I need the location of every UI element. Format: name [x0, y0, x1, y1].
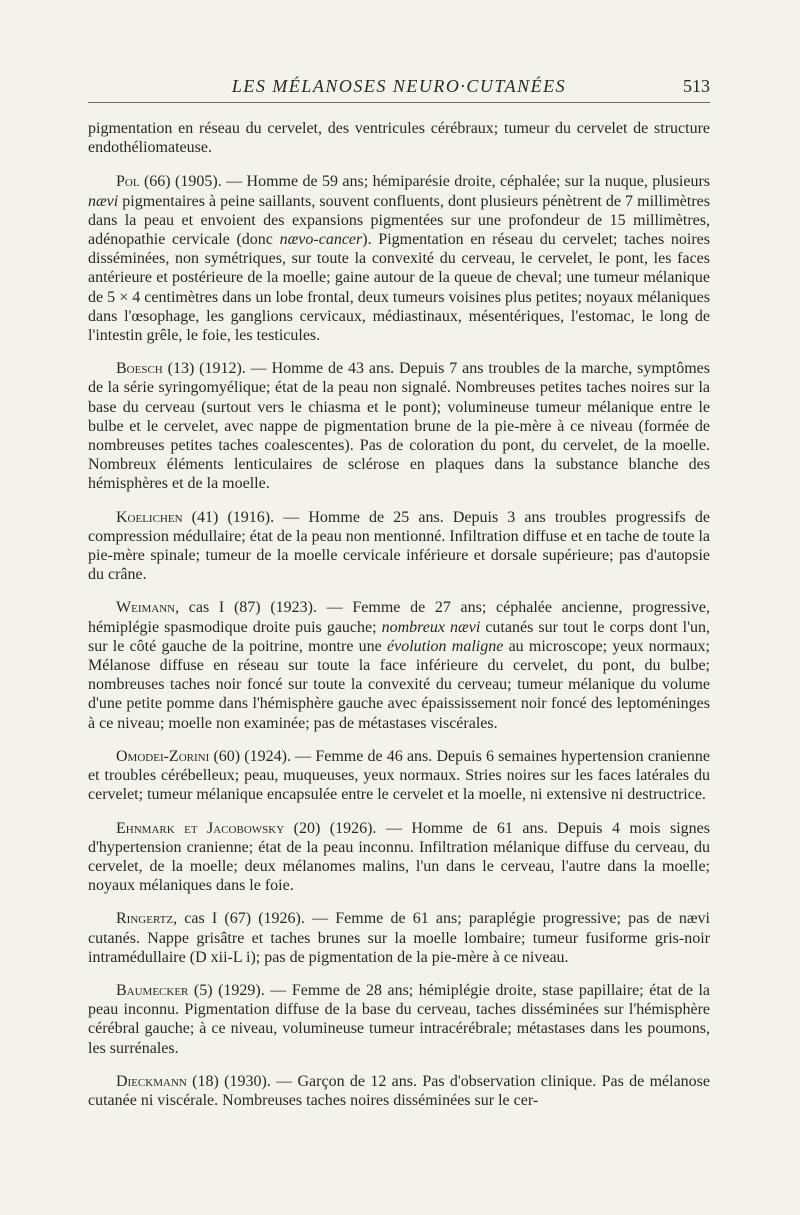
- case-text: Homme de 25 ans. Depuis 3 ans troubles progressifs de compression médullaire; état de la peau non mentionné. Infiltration diffuse et en tache de toute la pie-mère spinale; tumeur de la moelle cervicale inférieure et dorsale supérieure; pas d'autopsie du crâne.: [88, 508, 711, 584]
- case-author: Ehnmark et Jacobowsky: [116, 819, 285, 837]
- case-reference: (60) (1924). —: [209, 747, 316, 765]
- case-reference: (5) (1929). —: [188, 981, 292, 999]
- case-reference: (20) (1926). —: [284, 819, 412, 837]
- case-text: ). Pigmentation en réseau du cervelet; taches noires disséminées, non symétriques, sur toute la convexité du cerveau, le cervelet, le pont, les faces antérieure et postérieure de la moelle; gaine autour de la queue de cheval; une tumeur mélanique de 5 × 4 centimètres dans un lobe frontal, deux tumeurs voisines plus petites; noyaux mélaniques dans l'œsophage, les ganglions cervicaux, médiastinaux, mésentériques, l'estomac, le long de l'intestin grêle, le foie, les testicules.: [88, 231, 711, 345]
- page-number: 513: [683, 76, 710, 96]
- continuation-paragraph: pigmentation en réseau du cervelet, des ventricules cérébraux; tumeur du cervelet de structure endothéliomateuse.: [88, 120, 710, 157]
- case-entry: [88, 981, 710, 1058]
- case-reference: (66) (1905). —: [139, 173, 247, 191]
- case-author: Omodei-Zorini: [116, 747, 210, 765]
- case-entry: [88, 172, 710, 345]
- case-text: Homme de 61 ans. Depuis 4 mois signes d'hypertension cranienne; état de la peau inconnu. Infiltration mélanique diffuse du cerveau, du cervelet, de la moelle; deux mélanomes malins, l'un dans le cerveau, l'autre dans la moelle; noyaux mélaniques dans le foie.: [88, 819, 710, 895]
- case-text: Homme de 43 ans. Depuis 7 ans troubles de la marche, symptômes de la série syringomyélique; état de la peau non signalé. Nombreuses petites taches noires sur la base du cerveau (surtout vers le chiasma et le pont); volumineuse tumeur mélanique entre le bulbe et le cervelet, avec nappe de pigmentation brune de la pie-mère à ce niveau (formée de nombreuses petites taches coalescentes). Pas de coloration du pont, du cervelet, de la moelle. Nombreux éléments lenticulaires de sclérose en plaques dans la substance blanche des hémisphères et de la moelle.: [88, 360, 711, 493]
- case-author: Pol: [116, 173, 140, 191]
- case-text: Femme de 28 ans; hémiplégie droite, stase papillaire; état de la peau inconnu. Pigmentation diffuse de la base du cerveau, taches disséminées sur l'hémisphère cérébral gauche; à ce niveau, volumineuse tumeur intracérébrale; métastases dans les poumons, les surrénales.: [88, 981, 711, 1057]
- case-text: au microscope; yeux normaux; Mélanose diffuse en réseau sur toute la face inférieure du cervelet, du pont, du bulbe; nombreuses taches noir foncé sur toute la convexité du cerveau; tumeur mélanique du volume d'une petite pomme dans l'hémisphère gauche avec épaississement noir foncé des leptoméninges à ce niveau; moelle non examinée; pas de métastases viscérales.: [88, 637, 711, 732]
- article-body: [88, 119, 710, 1124]
- running-header: [88, 76, 710, 103]
- case-entry: [88, 1072, 710, 1110]
- italic-term: nombreux nævi: [381, 618, 481, 636]
- case-reference: , cas I (87) (1923). —: [175, 599, 353, 617]
- case-reference: , cas I (67) (1926). —: [173, 910, 336, 928]
- case-entry: [88, 359, 710, 493]
- case-author: Boesch: [116, 360, 163, 378]
- case-text: Homme de 59 ans; hémiparésie droite, céphalée; sur la nuque, plusieurs: [246, 173, 711, 191]
- case-entry: [88, 508, 710, 585]
- case-author: Baumecker: [116, 981, 189, 999]
- case-text: Garçon de 12 ans. Pas d'observation clinique. Pas de mélanose cutanée ni viscérale. Nombreuses taches noires disséminées sur le cer-: [88, 1072, 711, 1109]
- case-text: cutanés sur tout le corps dont l'un, sur le côté gauche de la poitrine, montre une: [88, 618, 710, 655]
- case-text: Femme de 27 ans; céphalée ancienne, progressive, hémiplégie spasmodique droite puis gauche;: [88, 599, 710, 636]
- case-author: Weimann: [116, 599, 176, 617]
- italic-term: nævi: [88, 192, 119, 210]
- case-entry: [88, 909, 710, 967]
- italic-term: nævo-cancer: [279, 231, 363, 249]
- case-entry: [88, 819, 710, 896]
- case-text: Femme de 61 ans; paraplégie progressive; pas de nævi cutanés. Nappe grisâtre et taches brunes sur la moelle lombaire; tumeur fusiforme gris-noir intramédullaire (D xii-L i); pas de pigmentation de la pie-mère à ce niveau.: [88, 910, 710, 966]
- running-title: LES MÉLANOSES NEURO·CUTANÉES: [231, 76, 567, 96]
- case-author: Ringertz: [116, 910, 174, 928]
- case-list: [88, 172, 710, 1110]
- case-text: pigmentaires à peine saillants, souvent confluents, dont plusieurs pénètrent de 7 millimètres dans la peau et envoient des expansions pigmentées sur une profondeur de 15 millimètres, adénopathie cervicale (donc: [88, 192, 710, 249]
- case-entry: [88, 747, 710, 805]
- case-reference: (13) (1912). —: [162, 360, 272, 378]
- case-author: Koelichen: [116, 508, 183, 526]
- case-reference: (41) (1916). —: [182, 508, 309, 526]
- case-text: Femme de 46 ans. Depuis 6 semaines hypertension cranienne et troubles cérébelleux; peau, muqueuses, yeux normaux. Stries noires sur les faces latérales du cervelet; tumeur mélanique encapsulée entre le cervelet et la moelle, ni extensive ni destructrice.: [88, 747, 710, 804]
- italic-term: évolution maligne: [387, 637, 504, 655]
- case-author: Dieckmann: [116, 1072, 187, 1090]
- case-entry: [88, 598, 710, 732]
- case-reference: (18) (1930). —: [186, 1072, 298, 1090]
